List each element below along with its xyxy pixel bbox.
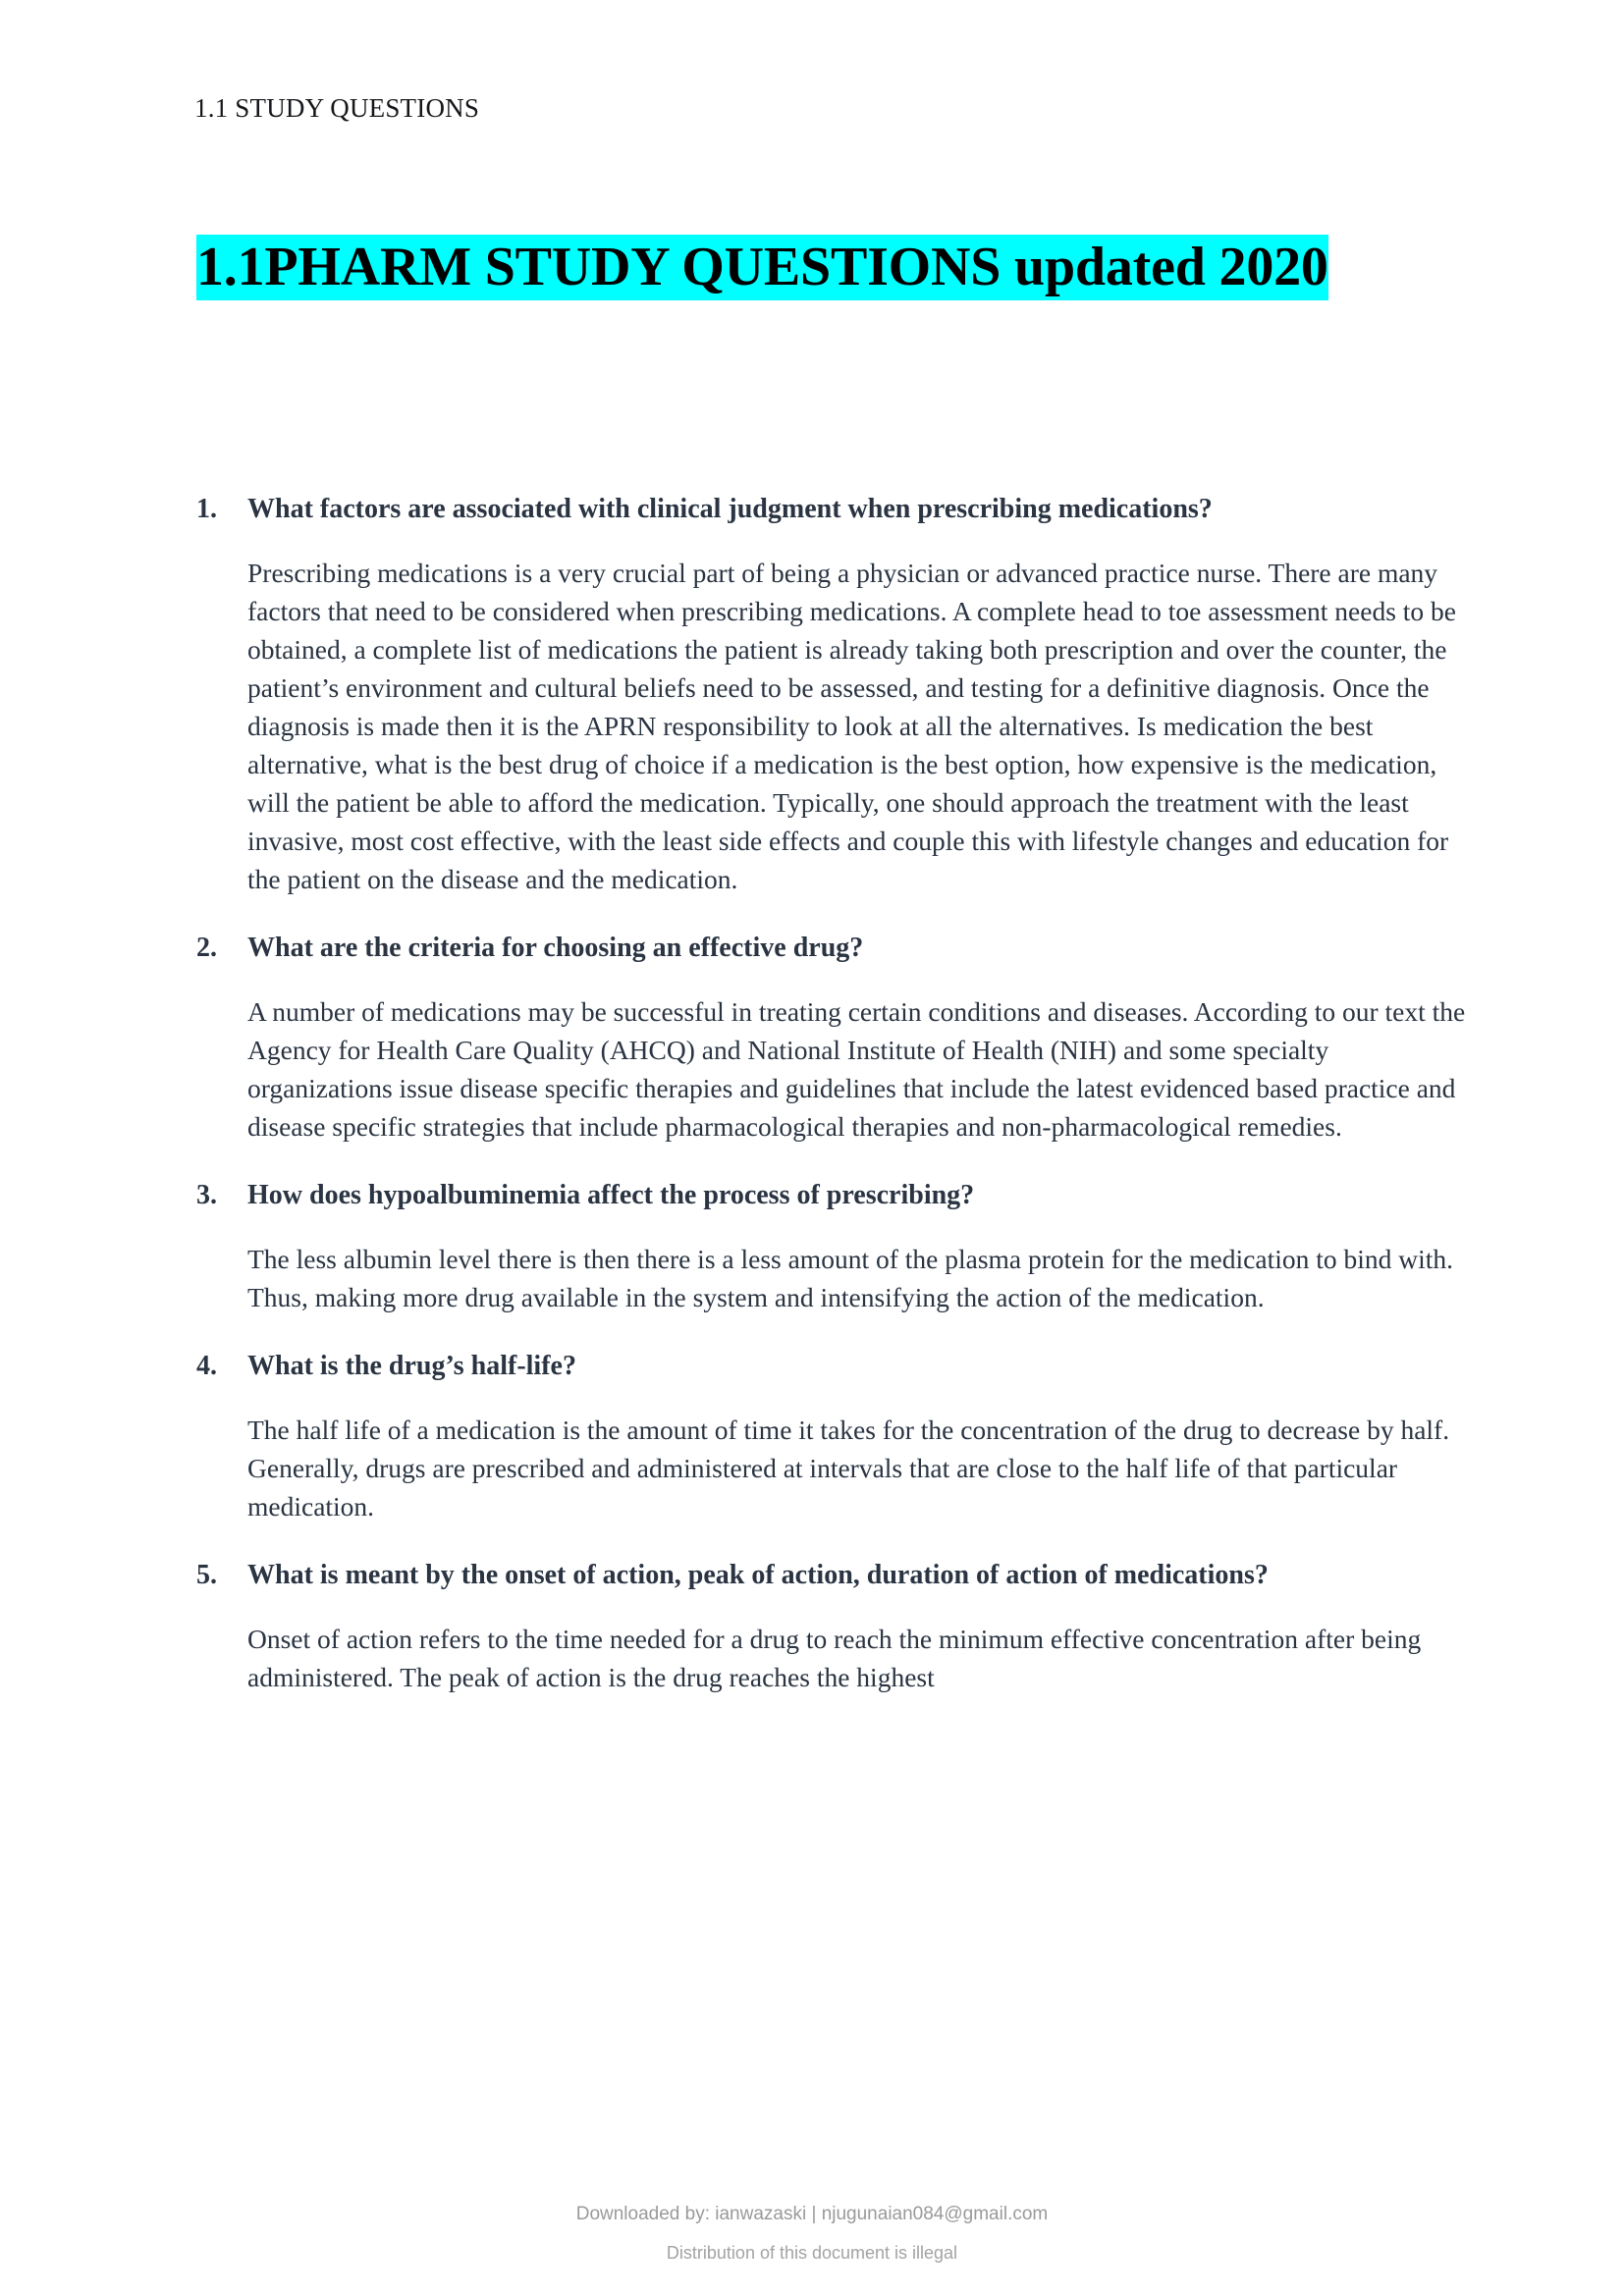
question-text: What is the drug’s half-life? — [247, 1351, 576, 1382]
question-row — [196, 491, 1473, 528]
answer-text: The less albumin level there is then there is a less amount of the plasma protein for the medication to bind with. Thus, making more drug available in the system and intensifying the action of the medication. — [247, 1244, 1454, 1313]
question-row — [196, 930, 1473, 967]
question-text: What is meant by the onset of action, peak of action, duration of action of medications? — [247, 1560, 1269, 1591]
footer-downloaded-by: Downloaded by: ianwazaski | njugunaian084@gmail.com — [575, 2204, 1049, 2224]
question-row — [196, 1348, 1473, 1385]
question-row — [196, 1177, 1473, 1214]
question-number: 1. — [196, 494, 217, 524]
running-header: 1.1 STUDY QUESTIONS — [194, 93, 480, 123]
answer-text: The half life of a medication is the amount of time it takes for the concentration of the drug to decrease by half. Generally, drugs are prescribed and administered at intervals that are close to the half life of that particular medication. — [247, 1414, 1450, 1522]
study-questions-list — [196, 491, 1473, 1728]
question-text: How does hypoalbuminemia affect the process of prescribing? — [247, 1180, 975, 1211]
answer-text: A number of medications may be successful in treating certain conditions and diseases. According to our text the Agency for Health Care Quality (AHCQ) and National Institute of Health (NIH) and some specialty organizations issue disease specific therapies and guidelines that include the latest evidenced based practice and disease specific strategies that include pharmacological therapies and non-pharmacological remedies. — [247, 996, 1466, 1143]
question-row — [196, 1557, 1473, 1594]
question-item-1 — [196, 491, 1473, 898]
question-item-2 — [196, 930, 1473, 1146]
answer-text: Prescribing medications is a very crucial part of being a physician or advanced practice nurse. There are many factors that need to be considered when prescribing medications. A complete head to toe assessment needs to be obtained, a complete list of medications the patient is already taking both prescription and over the counter, the patient’s environment and cultural beliefs need to be assessed, and testing for a definitive diagnosis. Once the diagnosis is made then it is the APRN responsibility to look at all the alternatives. Is medication the best alternative, what is the best drug of choice if a medication is the best option, how expensive is the medication, will the patient be able to afford the medication. Typically, one should approach the treatment with the least invasive, most cost effective, with the least side effects and couple this with lifestyle changes and education for the patient on the disease and the medication. — [247, 557, 1457, 895]
footer-distribution-notice: Distribution of this document is illegal — [666, 2243, 958, 2263]
question-item-3 — [196, 1177, 1473, 1316]
page-title-highlighted-text: 1.1PHARM STUDY QUESTIONS updated 2020 — [196, 235, 1328, 300]
answer-text: Onset of action refers to the time needed for a drug to reach the minimum effective concentration after being administered. The peak of action is the drug reaches the highest — [247, 1623, 1422, 1692]
question-number: 3. — [196, 1180, 217, 1211]
question-number: 4. — [196, 1351, 217, 1382]
page-title — [196, 234, 1473, 301]
question-text: What factors are associated with clinical judgment when prescribing medications? — [247, 494, 1213, 524]
question-number: 5. — [196, 1560, 217, 1591]
page-footer — [0, 2204, 1624, 2264]
question-item-5 — [196, 1557, 1473, 1696]
question-number: 2. — [196, 933, 217, 964]
question-text: What are the criteria for choosing an effective drug? — [247, 933, 864, 964]
question-item-4 — [196, 1348, 1473, 1525]
